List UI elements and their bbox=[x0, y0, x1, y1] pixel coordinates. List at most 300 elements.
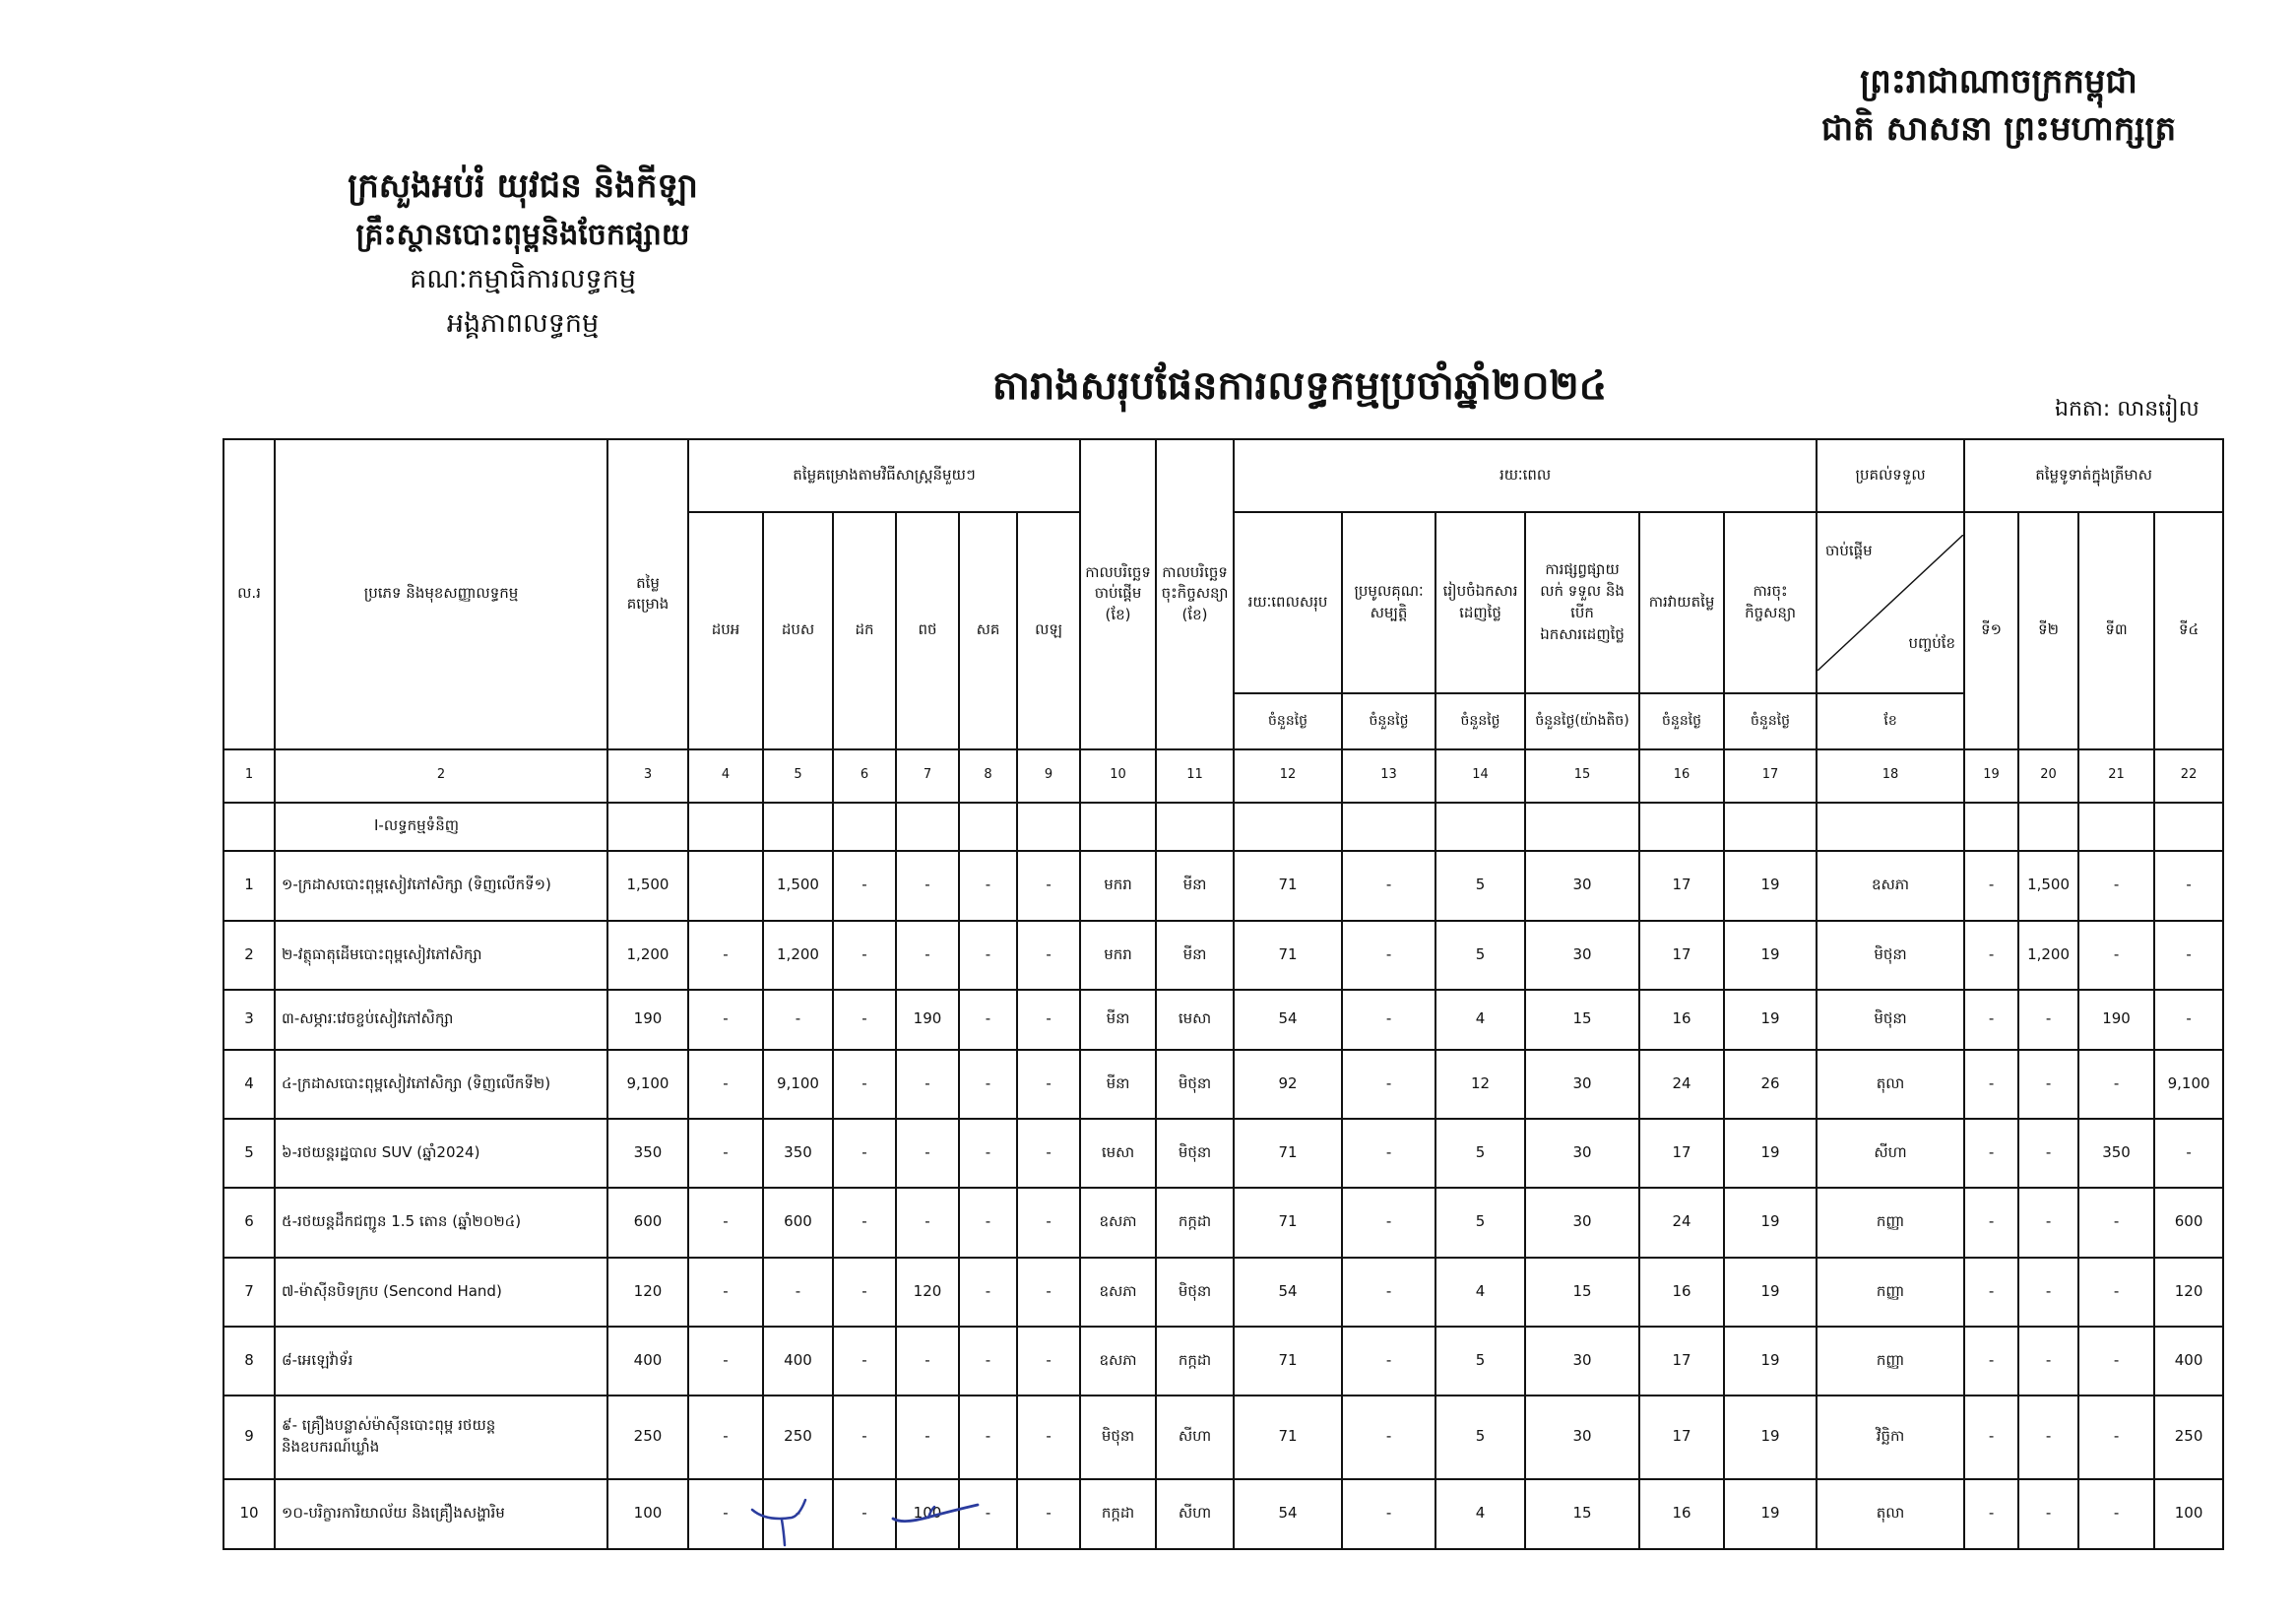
evaluation-days: 24 bbox=[1639, 1050, 1724, 1119]
q3-payment: - bbox=[2078, 851, 2154, 921]
q1-payment: - bbox=[1964, 1396, 2018, 1479]
row-number: 6 bbox=[223, 1188, 275, 1258]
item-name: ៥-រថយន្តដឹកជញ្ជូន 1.5 តោន (ឆ្នាំ២០២៤) bbox=[275, 1188, 607, 1258]
header-quarter: ទី២ bbox=[2018, 512, 2078, 749]
table-row bbox=[223, 1479, 2223, 1549]
prequal-days: - bbox=[1342, 851, 1435, 921]
row-number: 2 bbox=[223, 921, 275, 990]
institution-name: គ្រឹះស្ថានបោះពុម្ពនិងចែកផ្សាយ bbox=[355, 218, 690, 252]
column-number: 20 bbox=[2018, 749, 2078, 803]
contract-days: 19 bbox=[1724, 921, 1817, 990]
column-number: 17 bbox=[1724, 749, 1817, 803]
bid-open-days: 30 bbox=[1525, 921, 1639, 990]
project-cost: 600 bbox=[607, 1188, 688, 1258]
project-cost: 400 bbox=[607, 1327, 688, 1396]
method-dba bbox=[688, 851, 763, 921]
evaluation-days: 17 bbox=[1639, 1119, 1724, 1188]
header-quarter: ទី១ bbox=[1964, 512, 2018, 749]
prequal-days: - bbox=[1342, 1396, 1435, 1479]
q4-payment: 400 bbox=[2154, 1327, 2223, 1396]
header-duration-group: រយៈពេល bbox=[1234, 439, 1817, 512]
header-duration: ការវាយតម្លៃ bbox=[1639, 512, 1724, 693]
q4-payment: 9,100 bbox=[2154, 1050, 2223, 1119]
row-number: 4 bbox=[223, 1050, 275, 1119]
method-dbs: 350 bbox=[763, 1119, 833, 1188]
q4-payment: 250 bbox=[2154, 1396, 2223, 1479]
table-row bbox=[223, 990, 2223, 1050]
signature-mark bbox=[748, 1492, 827, 1551]
q4-payment: - bbox=[2154, 990, 2223, 1050]
column-number: 15 bbox=[1525, 749, 1639, 803]
q2-payment: 1,500 bbox=[2018, 851, 2078, 921]
total-days: 54 bbox=[1234, 1258, 1342, 1327]
method-pt: 120 bbox=[896, 1258, 959, 1327]
delivery-month: តុលា bbox=[1817, 1479, 1964, 1549]
total-days: 71 bbox=[1234, 1119, 1342, 1188]
method-dk: - bbox=[833, 1258, 896, 1327]
column-number: 3 bbox=[607, 749, 688, 803]
delivery-month: កញ្ញា bbox=[1817, 1258, 1964, 1327]
bid-open-days: 30 bbox=[1525, 1396, 1639, 1479]
header-delivery-group: ប្រគល់ទទួល bbox=[1817, 439, 1964, 512]
method-dbs: 1,500 bbox=[763, 851, 833, 921]
evaluation-days: 17 bbox=[1639, 851, 1724, 921]
q2-payment: - bbox=[2018, 1050, 2078, 1119]
contract-month: កក្កដា bbox=[1156, 1327, 1234, 1396]
q1-payment: - bbox=[1964, 1258, 2018, 1327]
method-sk: - bbox=[959, 851, 1017, 921]
section-cell bbox=[607, 803, 688, 851]
total-days: 71 bbox=[1234, 1327, 1342, 1396]
header-duration-unit: ចំនួនថ្ងៃ bbox=[1435, 693, 1525, 749]
prequal-days: - bbox=[1342, 1258, 1435, 1327]
method-sk: - bbox=[959, 1327, 1017, 1396]
method-dbs: 250 bbox=[763, 1396, 833, 1479]
method-dba: - bbox=[688, 990, 763, 1050]
q2-payment: - bbox=[2018, 1327, 2078, 1396]
column-number: 8 bbox=[959, 749, 1017, 803]
contract-days: 19 bbox=[1724, 1396, 1817, 1479]
header-project-cost: តម្លៃ គម្រោង bbox=[607, 439, 688, 749]
column-number: 9 bbox=[1017, 749, 1080, 803]
item-name: ៤-ក្រដាសបោះពុម្ពសៀវភៅសិក្សា (ទិញលើកទី២) bbox=[275, 1050, 607, 1119]
total-days: 54 bbox=[1234, 990, 1342, 1050]
project-cost: 1,500 bbox=[607, 851, 688, 921]
header-duration-unit: ចំនួនថ្ងៃ bbox=[1342, 693, 1435, 749]
project-cost: 100 bbox=[607, 1479, 688, 1549]
header-item: ប្រភេទ និងមុខសញ្ញាលទ្ធកម្ម bbox=[275, 439, 607, 749]
total-days: 54 bbox=[1234, 1479, 1342, 1549]
delivery-month: តុលា bbox=[1817, 1050, 1964, 1119]
method-dk: - bbox=[833, 1188, 896, 1258]
header-payment-group: តម្លៃទូទាត់ក្នុងត្រីមាស bbox=[1964, 439, 2223, 512]
item-name: ៩- គ្រឿងបន្លាស់ម៉ាស៊ីនបោះពុម្ព រថយន្ត និងឧបករណ៍ឃ្លាំង bbox=[275, 1396, 607, 1479]
section-cell bbox=[1234, 803, 1342, 851]
bid-prep-days: 5 bbox=[1435, 1396, 1525, 1479]
column-number: 16 bbox=[1639, 749, 1724, 803]
header-delivery-unit: ខែ bbox=[1817, 693, 1964, 749]
column-number: 19 bbox=[1964, 749, 2018, 803]
contract-month: មីនា bbox=[1156, 851, 1234, 921]
q2-payment: - bbox=[2018, 1188, 2078, 1258]
q3-payment: 190 bbox=[2078, 990, 2154, 1050]
bid-prep-days: 5 bbox=[1435, 1188, 1525, 1258]
method-pt: - bbox=[896, 1050, 959, 1119]
row-number: 1 bbox=[223, 851, 275, 921]
unit-name: អង្គភាពលទ្ធកម្ម bbox=[446, 308, 600, 339]
method-ll: - bbox=[1017, 1258, 1080, 1327]
project-cost: 190 bbox=[607, 990, 688, 1050]
section-row bbox=[223, 803, 2223, 851]
project-cost: 120 bbox=[607, 1258, 688, 1327]
prequal-days: - bbox=[1342, 921, 1435, 990]
row-number: 3 bbox=[223, 990, 275, 1050]
method-pt: - bbox=[896, 851, 959, 921]
method-dbs: - bbox=[763, 1258, 833, 1327]
header-duration-unit: ចំនួនថ្ងៃ bbox=[1724, 693, 1817, 749]
column-number: 6 bbox=[833, 749, 896, 803]
header-row-top bbox=[223, 439, 2223, 512]
column-number: 21 bbox=[2078, 749, 2154, 803]
section-cell bbox=[896, 803, 959, 851]
header-method: លឡ bbox=[1017, 512, 1080, 749]
column-number: 2 bbox=[275, 749, 607, 803]
q1-payment: - bbox=[1964, 990, 2018, 1050]
q1-payment: - bbox=[1964, 1050, 2018, 1119]
contract-days: 19 bbox=[1724, 851, 1817, 921]
delivery-start-label: ចាប់ផ្តើម bbox=[1825, 541, 1873, 559]
contract-days: 19 bbox=[1724, 1119, 1817, 1188]
header-duration: ប្រមូលគុណៈ សម្បត្តិ bbox=[1342, 512, 1435, 693]
header-method: សគ bbox=[959, 512, 1017, 749]
bid-prep-days: 12 bbox=[1435, 1050, 1525, 1119]
method-dbs: 9,100 bbox=[763, 1050, 833, 1119]
q2-payment: - bbox=[2018, 1479, 2078, 1549]
item-name: ៣-សម្ភារៈវេចខ្ចប់សៀវភៅសិក្សា bbox=[275, 990, 607, 1050]
evaluation-days: 17 bbox=[1639, 921, 1724, 990]
contract-month: មិថុនា bbox=[1156, 1258, 1234, 1327]
bid-open-days: 30 bbox=[1525, 1188, 1639, 1258]
contract-month: មិថុនា bbox=[1156, 1050, 1234, 1119]
method-dk: - bbox=[833, 1396, 896, 1479]
column-number: 18 bbox=[1817, 749, 1964, 803]
delivery-month: មិថុនា bbox=[1817, 921, 1964, 990]
section-cell bbox=[1435, 803, 1525, 851]
bid-open-days: 30 bbox=[1525, 851, 1639, 921]
column-number: 4 bbox=[688, 749, 763, 803]
table-body bbox=[223, 749, 2223, 1549]
table-row bbox=[223, 921, 2223, 990]
project-cost: 1,200 bbox=[607, 921, 688, 990]
method-dk: - bbox=[833, 851, 896, 921]
q1-payment: - bbox=[1964, 851, 2018, 921]
method-dbs: - bbox=[763, 990, 833, 1050]
committee-name: គណៈកម្មាធិការលទ្ធកម្ម bbox=[410, 264, 636, 294]
q2-payment: - bbox=[2018, 1119, 2078, 1188]
section-cell bbox=[2078, 803, 2154, 851]
row-number: 7 bbox=[223, 1258, 275, 1327]
method-ll: - bbox=[1017, 921, 1080, 990]
table-row bbox=[223, 851, 2223, 921]
q1-payment: - bbox=[1964, 1479, 2018, 1549]
column-number: 11 bbox=[1156, 749, 1234, 803]
table-row bbox=[223, 1119, 2223, 1188]
method-dba: - bbox=[688, 1396, 763, 1479]
evaluation-days: 24 bbox=[1639, 1188, 1724, 1258]
method-dba: - bbox=[688, 1258, 763, 1327]
delivery-month: មិថុនា bbox=[1817, 990, 1964, 1050]
method-ll: - bbox=[1017, 1050, 1080, 1119]
method-ll: - bbox=[1017, 851, 1080, 921]
method-sk: - bbox=[959, 1396, 1017, 1479]
method-sk: - bbox=[959, 1050, 1017, 1119]
section-cell bbox=[2018, 803, 2078, 851]
start-month: មិថុនា bbox=[1080, 1396, 1156, 1479]
header-row-number: ល.រ bbox=[223, 439, 275, 749]
method-dba: - bbox=[688, 1327, 763, 1396]
section-cell bbox=[688, 803, 763, 851]
method-pt: 100 bbox=[896, 1479, 959, 1549]
evaluation-days: 16 bbox=[1639, 1258, 1724, 1327]
method-pt: - bbox=[896, 1396, 959, 1479]
column-number-row bbox=[223, 749, 2223, 803]
section-cell bbox=[2154, 803, 2223, 851]
contract-month: សីហា bbox=[1156, 1479, 1234, 1549]
method-pt: - bbox=[896, 1188, 959, 1258]
method-pt: 190 bbox=[896, 990, 959, 1050]
bid-prep-days: 4 bbox=[1435, 990, 1525, 1050]
method-dbs: - bbox=[763, 1479, 833, 1549]
contract-days: 19 bbox=[1724, 1258, 1817, 1327]
method-pt: - bbox=[896, 1327, 959, 1396]
header-method: ពថ bbox=[896, 512, 959, 749]
column-number: 22 bbox=[2154, 749, 2223, 803]
kingdom-title: ព្រះរាជាណាចក្រកម្ពុជា bbox=[1860, 62, 2137, 101]
item-name: ៧-ម៉ាស៊ីនបិទក្រប (Sencond Hand) bbox=[275, 1258, 607, 1327]
header-contract-date: កាលបរិច្ឆេទ ចុះកិច្ចសន្យា (ខែ) bbox=[1156, 439, 1234, 749]
method-sk: - bbox=[959, 1188, 1017, 1258]
method-ll: - bbox=[1017, 1119, 1080, 1188]
bid-open-days: 15 bbox=[1525, 1479, 1639, 1549]
q4-payment: - bbox=[2154, 851, 2223, 921]
bid-open-days: 15 bbox=[1525, 1258, 1639, 1327]
column-number: 7 bbox=[896, 749, 959, 803]
q1-payment: - bbox=[1964, 1327, 2018, 1396]
currency-unit-label: ឯកតា: លានរៀល bbox=[2055, 397, 2200, 422]
section-cell bbox=[1724, 803, 1817, 851]
method-dk: - bbox=[833, 921, 896, 990]
q1-payment: - bbox=[1964, 1119, 2018, 1188]
section-cell bbox=[763, 803, 833, 851]
delivery-month: កញ្ញា bbox=[1817, 1327, 1964, 1396]
header-duration: ការចុះ កិច្ចសន្យា bbox=[1724, 512, 1817, 693]
prequal-days: - bbox=[1342, 1327, 1435, 1396]
q1-payment: - bbox=[1964, 921, 2018, 990]
contract-days: 19 bbox=[1724, 1327, 1817, 1396]
national-motto: ជាតិ សាសនា ព្រះមហាក្សត្រ bbox=[1820, 109, 2177, 149]
contract-month: កក្កដា bbox=[1156, 1188, 1234, 1258]
header-delivery-diagonal bbox=[1817, 512, 1964, 693]
q3-payment: - bbox=[2078, 1050, 2154, 1119]
contract-month: មេសា bbox=[1156, 990, 1234, 1050]
delivery-month: សីហា bbox=[1817, 1119, 1964, 1188]
header-duration: ការផ្សព្វផ្សាយ លក់ ទទួល និង បើក ឯកសារដេញថ្លៃ bbox=[1525, 512, 1639, 693]
section-cell bbox=[1964, 803, 2018, 851]
row-number: 8 bbox=[223, 1327, 275, 1396]
prequal-days: - bbox=[1342, 1119, 1435, 1188]
method-ll: - bbox=[1017, 1327, 1080, 1396]
method-dba: - bbox=[688, 921, 763, 990]
project-cost: 250 bbox=[607, 1396, 688, 1479]
header-duration: រយៈពេលសរុប bbox=[1234, 512, 1342, 693]
header-method-group: តម្លៃគម្រោងតាមវិធីសាស្ត្រនីមួយៗ bbox=[688, 439, 1080, 512]
header-quarter: ទី៤ bbox=[2154, 512, 2223, 749]
total-days: 92 bbox=[1234, 1050, 1342, 1119]
delivery-month: ឧសភា bbox=[1817, 851, 1964, 921]
method-dk: - bbox=[833, 1327, 896, 1396]
total-days: 71 bbox=[1234, 921, 1342, 990]
row-number: 9 bbox=[223, 1396, 275, 1479]
evaluation-days: 16 bbox=[1639, 1479, 1724, 1549]
q3-payment: - bbox=[2078, 1396, 2154, 1479]
row-number: 5 bbox=[223, 1119, 275, 1188]
prequal-days: - bbox=[1342, 990, 1435, 1050]
start-month: មករា bbox=[1080, 921, 1156, 990]
start-month: មករា bbox=[1080, 851, 1156, 921]
q3-payment: - bbox=[2078, 1327, 2154, 1396]
item-name: ២-វត្ថុធាតុដើមបោះពុម្ពសៀវភៅសិក្សា bbox=[275, 921, 607, 990]
evaluation-days: 17 bbox=[1639, 1327, 1724, 1396]
q4-payment: - bbox=[2154, 921, 2223, 990]
q2-payment: - bbox=[2018, 1396, 2078, 1479]
header-duration-unit: ចំនួនថ្ងៃ bbox=[1639, 693, 1724, 749]
item-name: ១០-បរិក្ខារការិយាល័យ និងគ្រឿងសង្ហារិម bbox=[275, 1479, 607, 1549]
column-number: 12 bbox=[1234, 749, 1342, 803]
bid-prep-days: 5 bbox=[1435, 851, 1525, 921]
ministry-name: ក្រសួងអប់រំ យុវជន និងកីឡា bbox=[348, 166, 698, 206]
q1-payment: - bbox=[1964, 1188, 2018, 1258]
contract-days: 19 bbox=[1724, 1188, 1817, 1258]
section-cell bbox=[1342, 803, 1435, 851]
start-month: មីនា bbox=[1080, 1050, 1156, 1119]
start-month: ឧសភា bbox=[1080, 1258, 1156, 1327]
header-quarter: ទី៣ bbox=[2078, 512, 2154, 749]
table-row bbox=[223, 1396, 2223, 1479]
table-row bbox=[223, 1258, 2223, 1327]
method-dba: - bbox=[688, 1479, 763, 1549]
header-method: ដបស bbox=[763, 512, 833, 749]
section-cell bbox=[1156, 803, 1234, 851]
total-days: 71 bbox=[1234, 1396, 1342, 1479]
bid-prep-days: 5 bbox=[1435, 1119, 1525, 1188]
q2-payment: - bbox=[2018, 990, 2078, 1050]
section-cell bbox=[1080, 803, 1156, 851]
item-name: ១-ក្រដាសបោះពុម្ពសៀវភៅសិក្សា (ទិញលើកទី១) bbox=[275, 851, 607, 921]
bid-open-days: 30 bbox=[1525, 1119, 1639, 1188]
start-month: កក្កដា bbox=[1080, 1479, 1156, 1549]
method-ll: - bbox=[1017, 1479, 1080, 1549]
section-cell bbox=[1639, 803, 1724, 851]
method-pt: - bbox=[896, 1119, 959, 1188]
prequal-days: - bbox=[1342, 1188, 1435, 1258]
method-dk: - bbox=[833, 1119, 896, 1188]
section-cell bbox=[1017, 803, 1080, 851]
method-sk: - bbox=[959, 1479, 1017, 1549]
section-cell bbox=[833, 803, 896, 851]
method-ll: - bbox=[1017, 1188, 1080, 1258]
bid-prep-days: 5 bbox=[1435, 921, 1525, 990]
project-cost: 350 bbox=[607, 1119, 688, 1188]
start-month: មេសា bbox=[1080, 1119, 1156, 1188]
bid-prep-days: 4 bbox=[1435, 1479, 1525, 1549]
row-number: 10 bbox=[223, 1479, 275, 1549]
evaluation-days: 16 bbox=[1639, 990, 1724, 1050]
method-dba: - bbox=[688, 1050, 763, 1119]
q3-payment: - bbox=[2078, 1479, 2154, 1549]
header-duration-unit: ចំនួនថ្ងៃ(យ៉ាងតិច) bbox=[1525, 693, 1639, 749]
q4-payment: 600 bbox=[2154, 1188, 2223, 1258]
method-sk: - bbox=[959, 1258, 1017, 1327]
total-days: 71 bbox=[1234, 1188, 1342, 1258]
contract-month: មិថុនា bbox=[1156, 1119, 1234, 1188]
bid-open-days: 30 bbox=[1525, 1050, 1639, 1119]
section-cell bbox=[1817, 803, 1964, 851]
section-cell bbox=[1525, 803, 1639, 851]
procurement-plan-table bbox=[223, 438, 2224, 1550]
contract-days: 19 bbox=[1724, 990, 1817, 1050]
diagonal-split bbox=[1818, 535, 1963, 671]
header-duration-unit: ចំនួនថ្ងៃ bbox=[1234, 693, 1342, 749]
method-dbs: 400 bbox=[763, 1327, 833, 1396]
column-number: 5 bbox=[763, 749, 833, 803]
method-sk: - bbox=[959, 921, 1017, 990]
document-title: តារាងសរុបផែនការលទ្ធកម្មប្រចាំឆ្នាំ២០២៤ bbox=[991, 362, 1608, 409]
start-month: មីនា bbox=[1080, 990, 1156, 1050]
bid-open-days: 30 bbox=[1525, 1327, 1639, 1396]
method-ll: - bbox=[1017, 1396, 1080, 1479]
q2-payment: 1,200 bbox=[2018, 921, 2078, 990]
q4-payment: 100 bbox=[2154, 1479, 2223, 1549]
q2-payment: - bbox=[2018, 1258, 2078, 1327]
method-dba: - bbox=[688, 1119, 763, 1188]
signature-mark bbox=[891, 1497, 985, 1531]
contract-month: សីហា bbox=[1156, 1396, 1234, 1479]
method-sk: - bbox=[959, 990, 1017, 1050]
q3-payment: - bbox=[2078, 1188, 2154, 1258]
method-ll: - bbox=[1017, 990, 1080, 1050]
prequal-days: - bbox=[1342, 1050, 1435, 1119]
bid-open-days: 15 bbox=[1525, 990, 1639, 1050]
section-cell bbox=[223, 803, 275, 851]
method-dk: - bbox=[833, 990, 896, 1050]
section-title: I-លទ្ធកម្មទំនិញ bbox=[275, 803, 607, 851]
delivery-month: កញ្ញា bbox=[1817, 1188, 1964, 1258]
header-method: ដក bbox=[833, 512, 896, 749]
delivery-month: វិច្ឆិកា bbox=[1817, 1396, 1964, 1479]
total-days: 71 bbox=[1234, 851, 1342, 921]
method-dk: - bbox=[833, 1050, 896, 1119]
bid-prep-days: 5 bbox=[1435, 1327, 1525, 1396]
item-name: ៨-អេឡេវ៉ាទ័រ bbox=[275, 1327, 607, 1396]
prequal-days: - bbox=[1342, 1479, 1435, 1549]
header-duration: រៀបចំឯកសារ ដេញថ្លៃ bbox=[1435, 512, 1525, 693]
start-month: ឧសភា bbox=[1080, 1188, 1156, 1258]
column-number: 13 bbox=[1342, 749, 1435, 803]
column-number: 14 bbox=[1435, 749, 1525, 803]
method-dbs: 600 bbox=[763, 1188, 833, 1258]
q4-payment: - bbox=[2154, 1119, 2223, 1188]
project-cost: 9,100 bbox=[607, 1050, 688, 1119]
